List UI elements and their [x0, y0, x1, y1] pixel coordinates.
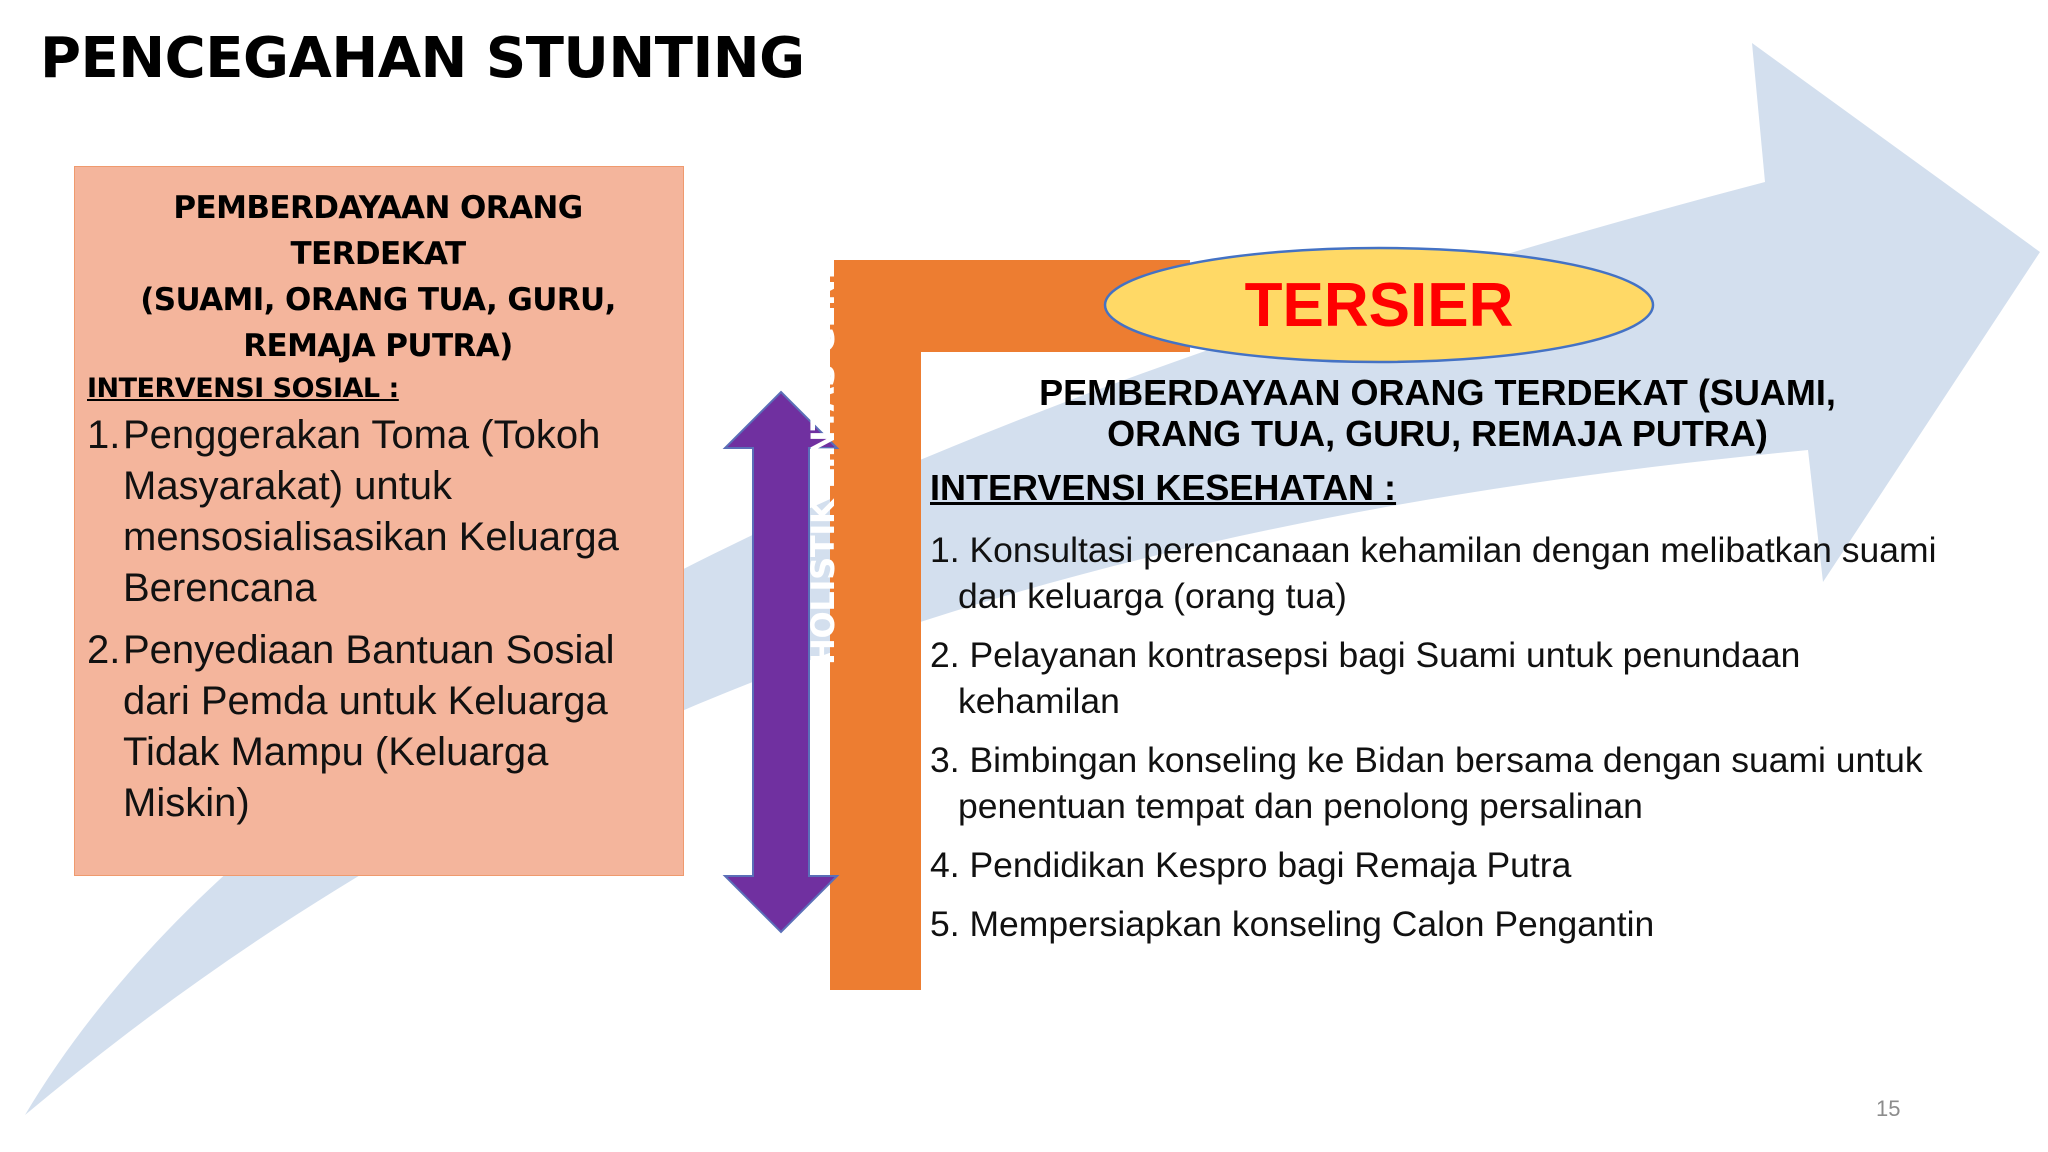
list-item: 3. Bimbingan konseling ke Bidan bersama dengan suami untuk penentuan tempat dan penolong persalinan [930, 740, 1923, 826]
right-heading-line: PEMBERDAYAAN ORANG TERDEKAT (SUAMI, [1039, 372, 1836, 413]
slide-title: PENCEGAHAN STUNTING [40, 26, 805, 91]
list-item-number: 1. [87, 413, 121, 457]
list-item [87, 625, 669, 829]
list-item [87, 410, 669, 614]
tersier-label: TERSIER [1244, 270, 1514, 340]
list-item-text: Penggerakan Toma (Tokoh Masyarakat) untuk mensosialisasikan Keluarga Berencana [123, 413, 619, 610]
right-panel-heading [930, 372, 1945, 454]
left-heading-line: PEMBERDAYAAN ORANG TERDEKAT [173, 190, 583, 272]
left-box-subheading: INTERVENSI SOSIAL : [87, 373, 399, 404]
list-item: 2. Pelayanan kontrasepsi bagi Suami untuk penundaan kehamilan [930, 635, 1801, 721]
left-box-social-intervention [74, 166, 684, 876]
left-heading-line: (SUAMI, ORANG TUA, GURU, [140, 282, 616, 318]
list-item: 5. Mempersiapkan konseling Calon Pengantin [930, 904, 1655, 944]
left-box-heading [87, 185, 669, 369]
left-box-list [87, 410, 669, 829]
double-arrow-label: HOLISTIK LINTAS GENERASI [804, 174, 842, 665]
right-panel-subheading: INTERVENSI KESEHATAN : [930, 467, 1397, 508]
page-number: 15 [1876, 1096, 1901, 1121]
list-item-number: 2. [87, 628, 121, 672]
list-item: 1. Konsultasi perencanaan kehamilan dengan melibatkan suami dan keluarga (orang tua) [930, 530, 1937, 616]
list-item-text: Penyediaan Bantuan Sosial dari Pemda untuk Keluarga Tidak Mampu (Keluarga Miskin) [123, 628, 615, 825]
right-heading-line: ORANG TUA, GURU, REMAJA PUTRA) [1107, 413, 1768, 454]
list-item: 4. Pendidikan Kespro bagi Remaja Putra [930, 845, 1572, 885]
right-panel-list [930, 527, 1970, 960]
left-heading-line: REMAJA PUTRA) [243, 328, 513, 364]
